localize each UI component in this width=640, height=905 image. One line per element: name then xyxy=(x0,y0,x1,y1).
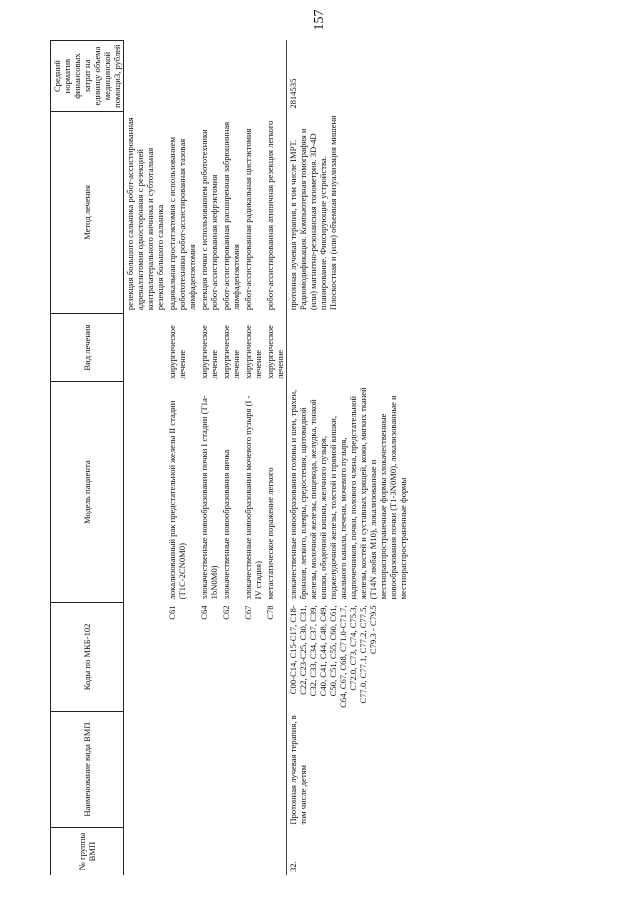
table-header-row xyxy=(51,41,124,876)
cell-model xyxy=(124,382,167,602)
cell-name xyxy=(124,711,167,827)
cell-name xyxy=(264,711,287,827)
rotated-page xyxy=(50,40,620,875)
cell-type: хирургическое лечение xyxy=(265,325,285,379)
header-name: Наименование вида ВМП xyxy=(51,711,124,827)
cell-method: робот-ассистированная радикальная цистэктомия xyxy=(243,128,253,311)
cell-type: хирургическое лечение xyxy=(167,325,187,379)
table-row xyxy=(242,41,264,876)
header-norm: Средний норматив финансовых затрат на единицу объема медицинской помощи3, рублей xyxy=(51,41,124,112)
cell-codes: C00-C14, C15-C17, C18-C22, C23-C25, C30, C31, C32, C33, C34, C37, C39, C40, C41, C44, C48, C49, C50, C51, C55, C60, C61, C64, C67, C68, C71.0-C71.7, C72.0, C73, C74, C75.3, C77.0, C77.1, C77.2, C77.5, C79.3 - C79.5 xyxy=(287,602,410,711)
cell-norm xyxy=(198,41,220,112)
cell-num xyxy=(242,828,264,875)
table-row xyxy=(220,41,242,876)
header-model: Модель пациента xyxy=(51,382,124,602)
cell-name xyxy=(166,711,198,827)
cell-num xyxy=(264,828,287,875)
table-row xyxy=(124,41,167,876)
cell-codes: C62 xyxy=(221,605,231,620)
cell-norm: 2814535 xyxy=(287,41,410,112)
page-number: 157 xyxy=(312,9,327,31)
cell-name xyxy=(220,711,242,827)
cell-name xyxy=(242,711,264,827)
cell-model: метастатическое поражение легкого xyxy=(265,467,275,600)
cell-codes xyxy=(124,602,167,711)
cell-num: 32. xyxy=(287,828,410,875)
cell-norm xyxy=(264,41,287,112)
cell-norm xyxy=(166,41,198,112)
cell-method: резекция почки с использованием робототехники робот-ассистированная нефрэктомия xyxy=(199,129,219,311)
cell-type xyxy=(287,313,410,382)
cell-num xyxy=(198,828,220,875)
table-row xyxy=(287,41,410,876)
table-row xyxy=(264,41,287,876)
cell-codes: C67 xyxy=(243,605,253,620)
cell-type: хирургическое лечение xyxy=(199,325,219,379)
header-method: Метод лечения xyxy=(51,112,124,314)
header-codes: Коды по МКБ-102 xyxy=(51,602,124,711)
cell-method: протонная лучевая терапия, в том числе IMPT. Радиомодификация. Компьютерная томография и (или) магнитно-резонансная топометрия. 3D-4D планирование. Фиксирующие устройства. Плоскостная и (или) объемная визуализация мишени xyxy=(287,112,410,314)
table-row xyxy=(166,41,198,876)
cell-num xyxy=(220,828,242,875)
cell-type xyxy=(124,313,167,382)
cell-method: резекция большого сальника робот-ассистированная адреналэктомия односторонняя с резекцией контралатерального яичника и субтотальная резекция большого сальника xyxy=(125,117,165,311)
cell-model: злокачественные новообразования яичка xyxy=(221,449,231,600)
cell-type: хирургическое лечение xyxy=(243,325,263,379)
cell-method: радикальная простатэктомия с использованием робототехники робот-ассистированная тазовая лимфаденэктомия xyxy=(167,136,197,311)
cell-name xyxy=(198,711,220,827)
table-row xyxy=(198,41,220,876)
cell-model: злокачественные новообразования головы и шеи, трахеи, бронхов, легкого, плевры, средостения, щитовидной железы, молочной железы, пищевода, желудка, тонкой кишки, ободочной кишки, желчного пузыря, поджелудочной железы, толстой и прямой кишки, анального канала, печени, мочевого пузыря, надпочечников, почки, полового члена, предстательной железы, костей и суставных хрящей, кожи, мягких тканей (T14N любая M10), локализованные и местнораспространенные формы злокачественные новообразования почки (T1-3N0M0), локализованные и местнораспространенные формы xyxy=(287,382,410,602)
cell-type: хирургическое лечение xyxy=(221,325,241,379)
cell-model: злокачественные новообразования мочевого пузыря (I - IV стадия) xyxy=(243,395,263,600)
cell-codes: C78 xyxy=(265,605,275,620)
cell-codes: C61 xyxy=(167,605,177,620)
cell-model: локализованный рак предстательной железы II стадии (T1C-2CN0M0) xyxy=(167,400,187,600)
vmp-table xyxy=(50,40,409,875)
cell-codes: C64 xyxy=(199,605,209,620)
cell-method: робот-ассистированная атипичная резекция легкого xyxy=(265,120,275,311)
cell-num xyxy=(124,828,167,875)
cell-method: робот-ассистированная расширенная забрюшинная лимфаденэктомия xyxy=(221,121,241,311)
header-num: № группы ВМП xyxy=(51,828,124,875)
header-type: Вид лечения xyxy=(51,313,124,382)
cell-norm xyxy=(124,41,167,112)
cell-norm xyxy=(220,41,242,112)
cell-name: Протонная лучевая терапия, в том числе детям xyxy=(287,711,410,827)
cell-model: злокачественные новообразования почки I стадии (T1a-1bN0M0) xyxy=(199,395,219,600)
cell-norm xyxy=(242,41,264,112)
cell-num xyxy=(166,828,198,875)
